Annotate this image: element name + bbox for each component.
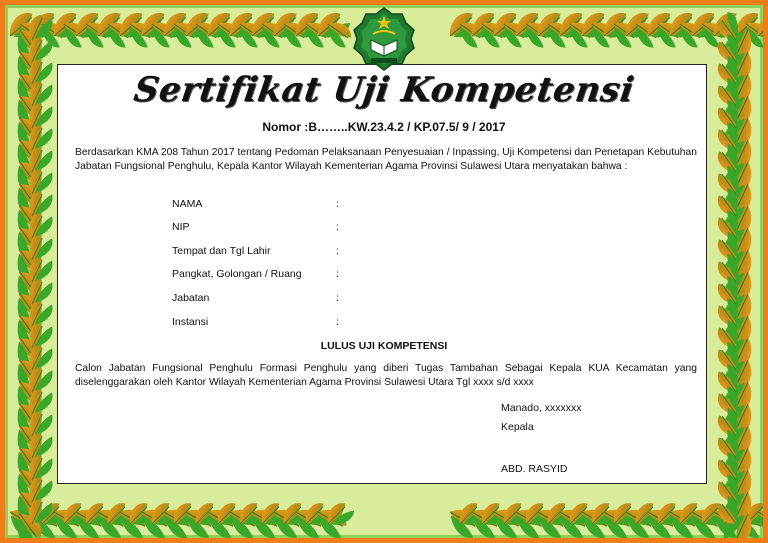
place-date: Manado, xxxxxxx bbox=[501, 402, 582, 414]
field-colon: : bbox=[336, 268, 339, 280]
field-label-institution: Instansi bbox=[172, 316, 209, 328]
field-label-birth: Tempat dan Tgl Lahir bbox=[172, 245, 271, 257]
result-heading: LULUS UJI KOMPETENSI bbox=[320, 340, 448, 352]
certificate-number: Nomor :B……..KW.23.4.2 / KP.07.5/ 9 / 2017 bbox=[262, 120, 506, 134]
signatory-position: Kepala bbox=[501, 421, 534, 433]
field-colon: : bbox=[336, 292, 339, 304]
field-label-nama: NAMA bbox=[172, 198, 203, 210]
field-colon: : bbox=[336, 221, 339, 233]
field-label-nip: NIP bbox=[172, 221, 190, 233]
closing-paragraph: Calon Jabatan Fungsional Penghulu Formasi Penghulu yang diberi Tugas Tambahan Sebagai Kepala KUA Kecamatan yang diselenggarakan oleh Kantor Wilayah Kementerian Agama Provinsi Sulawesi Utara Tgl xxxx s/d xxxx bbox=[75, 363, 697, 388]
field-label-rank: Pangkat, Golongan / Ruang bbox=[172, 268, 302, 280]
certificate-title: Sertifikat Uji Kompetensi bbox=[131, 70, 637, 110]
ministry-of-religious-affairs-emblem-icon bbox=[351, 6, 417, 72]
field-colon: : bbox=[336, 245, 339, 257]
field-colon: : bbox=[336, 316, 339, 328]
field-colon: : bbox=[336, 198, 339, 210]
signatory-name: ABD. RASYID bbox=[501, 463, 568, 475]
field-label-position: Jabatan bbox=[172, 292, 210, 304]
intro-paragraph: Berdasarkan KMA 208 Tahun 2017 tentang Pedoman Pelaksanaan Penyesuaian / Inpassing, Uji Kompetensi dan Penetapan Kebutuhan Jabatan Fungsional Penghulu, Kepala Kantor Wilayah Kementerian Agama Provinsi Sulawesi Utara menyatakan bahwa : bbox=[75, 147, 697, 172]
